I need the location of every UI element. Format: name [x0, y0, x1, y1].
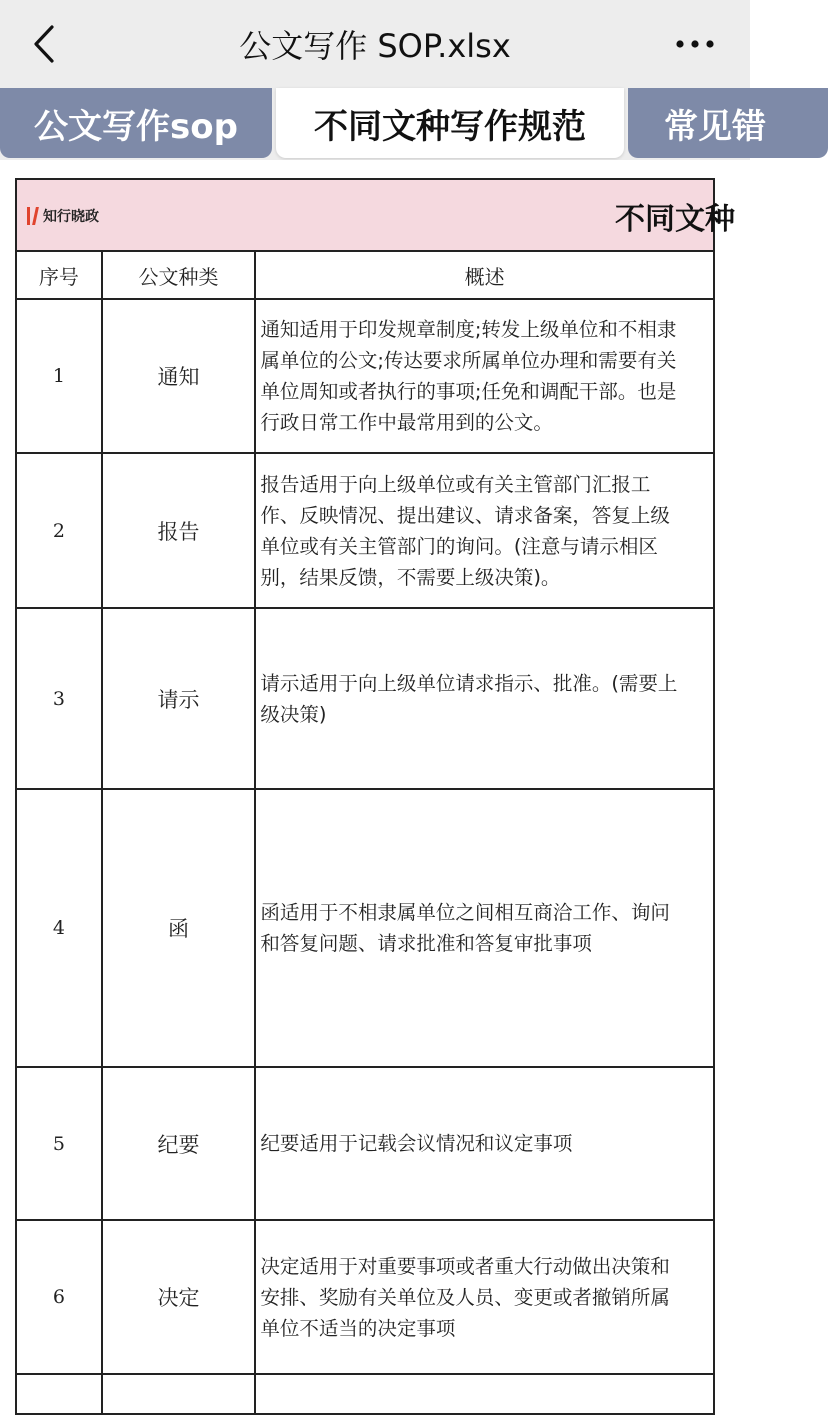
tab-writing-norms[interactable] [276, 88, 624, 158]
cell-summary[interactable] [256, 454, 715, 609]
cell-summary[interactable] [256, 300, 715, 454]
summary-line: 决定适用于对重要事项或者重大行动做出决策和 [260, 1254, 670, 1278]
logo [27, 204, 99, 228]
summary-line: 别，结果反馈，不需要上级决策)。 [260, 565, 561, 589]
sheet-grid [15, 178, 735, 1415]
summary-line: 作、反映情况、提出建议、请求备案，答复上级 [260, 503, 670, 527]
cell-type[interactable]: 请示 [103, 609, 257, 790]
cell-number[interactable]: 3 [17, 609, 103, 790]
cell-summary[interactable] [256, 1375, 715, 1415]
cell-number[interactable]: 1 [17, 300, 103, 454]
table-row [17, 1221, 715, 1375]
navigation-bar [0, 0, 750, 88]
header-cell-number[interactable]: 序号 [17, 252, 103, 300]
table-row [17, 790, 715, 1068]
tab-label: 公文写作sop [34, 106, 238, 147]
cell-type[interactable]: 函 [103, 790, 257, 1068]
summary-line: 单位周知或者执行的事项;任免和调配干部。也是 [260, 380, 677, 403]
summary-line: 属单位的公文;传达要求所属单位办理和需要有关 [260, 349, 677, 372]
banner-title: 不同文种 [615, 202, 735, 237]
summary-line: 级决策) [260, 702, 327, 726]
summary-line: 和答复问题、请求批准和答复审批事项 [260, 932, 592, 955]
summary-line: 通知适用于印发规章制度;转发上级单位和不相隶 [260, 318, 677, 341]
cell-type[interactable]: 报告 [103, 454, 257, 609]
spreadsheet-view[interactable] [0, 160, 750, 1386]
cell-number[interactable] [17, 1375, 103, 1415]
more-horizontal-icon [675, 39, 715, 49]
page-title: 公文写作 SOP.xlsx [239, 27, 511, 65]
summary-line: 函适用于不相隶属单位之间相互商洽工作、询问 [260, 901, 670, 924]
table-row [17, 609, 715, 790]
tab-common-errors[interactable] [628, 88, 828, 158]
logo-text: 知行晓政 [43, 209, 99, 225]
tab-label: 常见错 [664, 106, 766, 147]
header-cell-summary[interactable]: 概述 [256, 252, 715, 300]
header-cell-type[interactable]: 公文种类 [103, 252, 257, 300]
summary-line: 纪要适用于记载会议情况和议定事项 [260, 1132, 573, 1155]
summary-line: 报告适用于向上级单位或有关主管部门汇报工 [260, 472, 651, 496]
summary-line: 请示适用于向上级单位请求指示、批准。(需要上 [260, 671, 678, 695]
summary-line: 行政日常工作中最常用到的公文。 [260, 411, 553, 434]
cell-type[interactable]: 通知 [103, 300, 257, 454]
sheet-tab-bar [0, 88, 766, 160]
cell-summary[interactable] [256, 790, 715, 1068]
logo-mark-icon [27, 207, 37, 225]
cell-number[interactable]: 6 [17, 1221, 103, 1375]
cell-number[interactable]: 5 [17, 1068, 103, 1221]
sheet-banner [17, 180, 735, 252]
cell-type[interactable]: 决定 [103, 1221, 257, 1375]
summary-line: 单位或有关主管部门的询问。(注意与请示相区 [260, 534, 658, 558]
tab-sop[interactable] [0, 88, 272, 158]
table-row [17, 300, 715, 454]
cell-summary[interactable] [256, 1068, 715, 1221]
table-row [17, 454, 715, 609]
table-row [17, 1068, 715, 1221]
cell-type[interactable] [103, 1375, 257, 1415]
chevron-left-icon [32, 24, 56, 64]
header-row [17, 252, 715, 300]
summary-line: 安排、奖励有关单位及人员、变更或者撤销所属 [260, 1285, 670, 1309]
more-button[interactable] [670, 22, 720, 66]
cell-summary[interactable] [256, 1221, 715, 1375]
table-row [17, 1375, 715, 1415]
cell-summary[interactable] [256, 609, 715, 790]
cell-number[interactable]: 2 [17, 454, 103, 609]
cell-type[interactable]: 纪要 [103, 1068, 257, 1221]
summary-line: 单位不适当的决定事项 [260, 1316, 456, 1340]
tab-label: 不同文种写作规范 [314, 106, 586, 147]
back-button[interactable] [24, 22, 64, 66]
cell-number[interactable]: 4 [17, 790, 103, 1068]
